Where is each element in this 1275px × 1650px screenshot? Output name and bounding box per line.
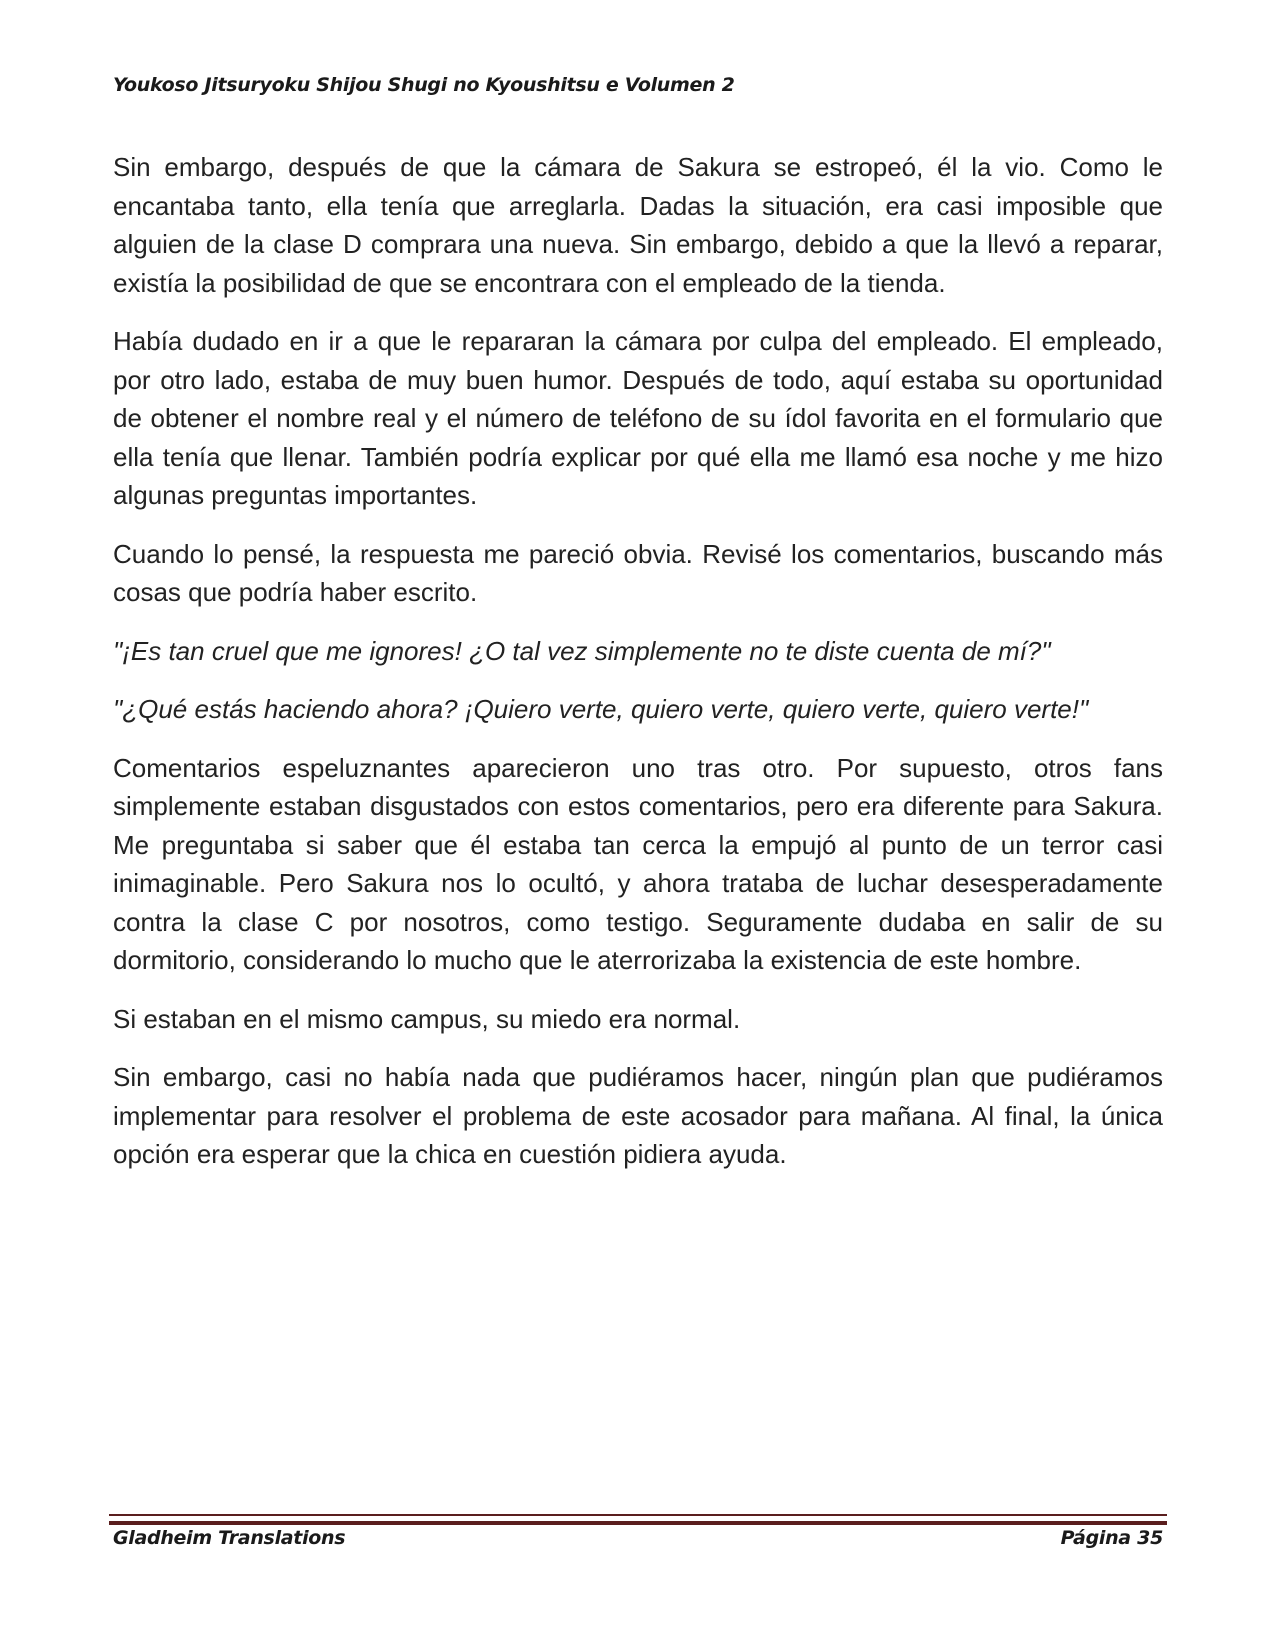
page-number: Página 35 xyxy=(1060,1527,1163,1549)
footer-divider xyxy=(109,1514,1167,1525)
page-body xyxy=(113,148,1163,1194)
quote-paragraph: "¿Qué estás haciendo ahora? ¡Quiero verte, quiero verte, quiero verte, quiero verte!" xyxy=(113,694,1089,724)
paragraph: Sin embargo, casi no había nada que pudiéramos hacer, ningún plan que pudiéramos implementar para resolver el problema de este acosador para mañana. Al final, la única opción era esperar que la chica en cuestión pidiera ayuda. xyxy=(113,1062,1163,1169)
paragraph: Cuando lo pensé, la respuesta me pareció obvia. Revisé los comentarios, buscando más cosas que podría haber escrito. xyxy=(113,538,1163,607)
quote-paragraph: "¡Es tan cruel que me ignores! ¿O tal vez simplemente no te diste cuenta de mí?" xyxy=(113,635,1051,666)
running-header: Youkoso Jitsuryoku Shijou Shugi no Kyoushitsu e Volumen 2 xyxy=(113,74,735,96)
paragraph: Sin embargo, después de que la cámara de Sakura se estropeó, él la vio. Como le encantaba tanto, ella tenía que arreglarla. Dadas la situación, era casi imposible que alguien de la clase D comprara una nueva. Sin embargo, debido a que la llevó a reparar, existía la posibilidad de que se encontrara con el empleado de la tienda. xyxy=(113,152,1163,298)
paragraph: Si estaban en el mismo campus, su miedo era normal. xyxy=(113,1003,741,1034)
paragraph: Comentarios espeluznantes aparecieron uno tras otro. Por supuesto, otros fans simplemente estaban disgustados con estos comentarios, pero era diferente para Sakura. Me preguntaba si saber que él estaba tan cerca la empujó al punto de un terror casi inimaginable. Pero Sakura nos lo ocultó, y ahora trataba de luchar desesperadamente contra la clase C por nosotros, como testigo. Seguramente dudaba en salir de su dormitorio, considerando lo mucho que le aterrorizaba la existencia de este hombre. xyxy=(113,752,1163,975)
footer-translator: Gladheim Translations xyxy=(113,1527,346,1549)
paragraph: Había dudado en ir a que le repararan la cámara por culpa del empleado. El empleado, por otro lado, estaba de muy buen humor. Después de todo, aquí estaba su oportunidad de obtener el nombre real y el número de teléfono de su ídol favorita en el formulario que ella tenía que llenar. También podría explicar por qué ella me llamó esa noche y me hizo algunas preguntas importantes. xyxy=(113,326,1163,510)
